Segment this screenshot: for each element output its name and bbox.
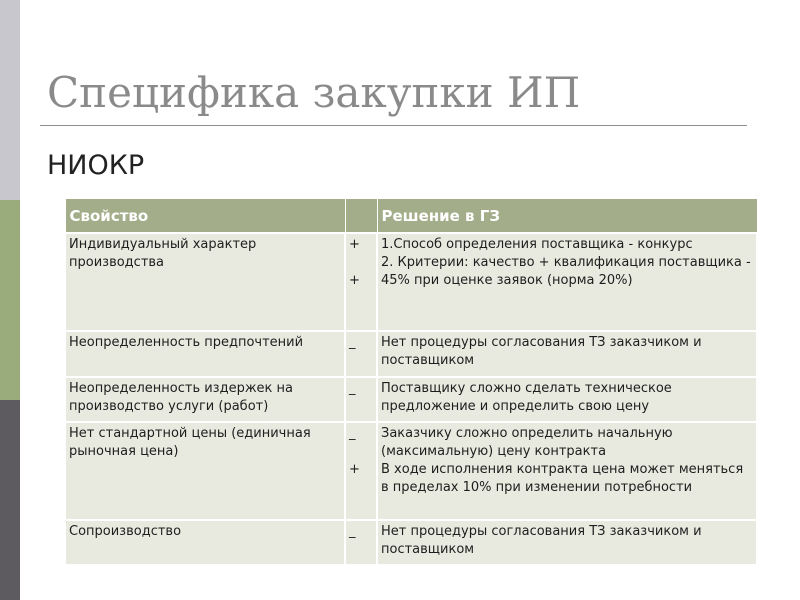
solution-cell: Нет процедуры согласования ТЗ заказчиком и поставщиком [377,331,757,377]
property-cell: Сопроизводство [65,520,345,565]
mark-minus: _ [349,381,356,396]
property-cell: Неопределенность издержек на производство услуги (работ) [65,377,345,422]
side-accent-bar-bottom [0,400,20,600]
solution-cell [377,233,757,331]
table-header-row [65,199,757,234]
header-property: Свойство [65,199,345,234]
mark-cell [345,377,377,422]
mark-cell [345,331,377,377]
solution-cell: Нет процедуры согласования ТЗ заказчиком и поставщиком [377,520,757,565]
solution-cell: Поставщику сложно сделать техническое предложение и определить свою цену [377,377,757,422]
mark-minus: _ [349,335,356,350]
mark-cell [345,520,377,565]
mark-plus: + [349,237,360,252]
mark-minus: _ [349,426,356,441]
table-row [65,377,757,422]
mark-plus: + [349,273,360,288]
slide-subtitle: НИОКР [47,150,145,181]
header-mark [345,199,377,234]
mark-cell [345,233,377,331]
solution-line: 1.Способ определения поставщика - конкурс 2. Критерии: качество + квалификация поставщика - 45% при оценке заявок (норма 20%) [381,237,751,288]
mark-cell [345,422,377,520]
solution-line: Заказчику сложно определить начальную (максимальную) цену контракта В ходе исполнения контракта цена может меняться в пределах 10% при изменении потребности [381,426,744,495]
title-divider [40,125,747,126]
mark-minus: _ [349,524,356,539]
property-cell: Неопределенность предпочтений [65,331,345,377]
table-row [65,520,757,565]
mark-plus: + [349,462,360,477]
table-row [65,233,757,331]
side-accent-bar-top [0,0,20,200]
header-solution: Решение в ГЗ [377,199,757,234]
properties-table [64,198,758,566]
property-cell: Индивидуальный характер производства [65,233,345,331]
solution-cell [377,422,757,520]
slide-title: Специфика закупки ИП [47,68,581,117]
property-cell: Нет стандартной цены (единичная рыночная цена) [65,422,345,520]
side-accent-bar-middle [0,200,20,400]
table-row [65,331,757,377]
table-row [65,422,757,520]
